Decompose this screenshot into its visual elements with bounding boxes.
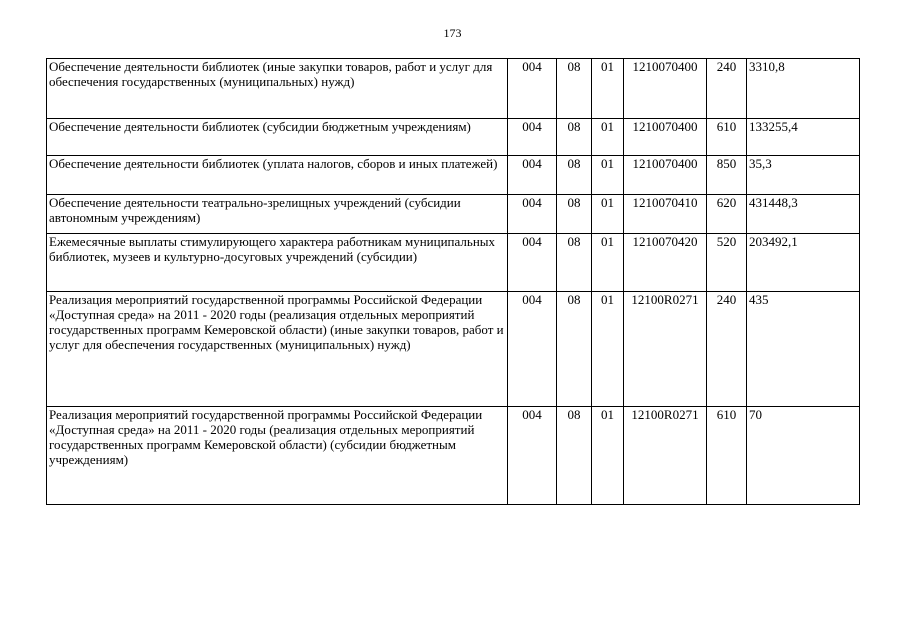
- expense-type-code: 610: [707, 119, 747, 156]
- expense-type-code: 610: [707, 407, 747, 505]
- target-article-code: 1210070400: [624, 59, 707, 119]
- target-article-code: 1210070410: [624, 195, 707, 234]
- section-code: 08: [557, 292, 592, 407]
- subsection-code: 01: [592, 292, 624, 407]
- row-description: Обеспечение деятельности библиотек (иные закупки товаров, работ и услуг для обеспечения государственных (муниципальных) нужд): [47, 59, 508, 119]
- amount-value: 35,3: [747, 156, 860, 195]
- table-row: [47, 195, 860, 234]
- ministry-code: 004: [508, 59, 557, 119]
- section-code: 08: [557, 407, 592, 505]
- row-description: Обеспечение деятельности библиотек (субсидии бюджетным учреждениям): [47, 119, 508, 156]
- target-article-code: 1210070400: [624, 156, 707, 195]
- expense-type-code: 520: [707, 234, 747, 292]
- ministry-code: 004: [508, 292, 557, 407]
- table-row: [47, 292, 860, 407]
- budget-table: [46, 58, 860, 505]
- section-code: 08: [557, 195, 592, 234]
- subsection-code: 01: [592, 119, 624, 156]
- subsection-code: 01: [592, 195, 624, 234]
- expense-type-code: 850: [707, 156, 747, 195]
- subsection-code: 01: [592, 156, 624, 195]
- amount-value: 203492,1: [747, 234, 860, 292]
- ministry-code: 004: [508, 234, 557, 292]
- row-description: Реализация мероприятий государственной программы Российской Федерации «Доступная среда» на 2011 - 2020 годы (реализация отдельных мероприятий государственных программ Кемеровской области) (субсидии бюджетным учреждениям): [47, 407, 508, 505]
- subsection-code: 01: [592, 59, 624, 119]
- target-article-code: 12100R0271: [624, 407, 707, 505]
- ministry-code: 004: [508, 195, 557, 234]
- ministry-code: 004: [508, 119, 557, 156]
- ministry-code: 004: [508, 156, 557, 195]
- row-description: Ежемесячные выплаты стимулирующего характера работникам муниципальных библиотек, музеев и культурно-досуговых учреждений (субсидии): [47, 234, 508, 292]
- amount-value: 435: [747, 292, 860, 407]
- amount-value: 133255,4: [747, 119, 860, 156]
- table-row: [47, 156, 860, 195]
- expense-type-code: 620: [707, 195, 747, 234]
- row-description: Обеспечение деятельности библиотек (уплата налогов, сборов и иных платежей): [47, 156, 508, 195]
- table-row: [47, 407, 860, 505]
- subsection-code: 01: [592, 407, 624, 505]
- table-row: [47, 59, 860, 119]
- amount-value: 3310,8: [747, 59, 860, 119]
- target-article-code: 1210070400: [624, 119, 707, 156]
- subsection-code: 01: [592, 234, 624, 292]
- section-code: 08: [557, 234, 592, 292]
- section-code: 08: [557, 156, 592, 195]
- ministry-code: 004: [508, 407, 557, 505]
- table-row: [47, 234, 860, 292]
- row-description: Реализация мероприятий государственной программы Российской Федерации «Доступная среда» на 2011 - 2020 годы (реализация отдельных мероприятий государственных программ Кемеровской области) (иные закупки товаров, работ и услуг для обеспечения государственных (муниципальных) нужд): [47, 292, 508, 407]
- section-code: 08: [557, 59, 592, 119]
- table-row: [47, 119, 860, 156]
- expense-type-code: 240: [707, 292, 747, 407]
- amount-value: 70: [747, 407, 860, 505]
- expense-type-code: 240: [707, 59, 747, 119]
- row-description: Обеспечение деятельности театрально-зрелищных учреждений (субсидии автономным учреждениям): [47, 195, 508, 234]
- page-number: 173: [443, 26, 462, 40]
- amount-value: 431448,3: [747, 195, 860, 234]
- section-code: 08: [557, 119, 592, 156]
- target-article-code: 12100R0271: [624, 292, 707, 407]
- target-article-code: 1210070420: [624, 234, 707, 292]
